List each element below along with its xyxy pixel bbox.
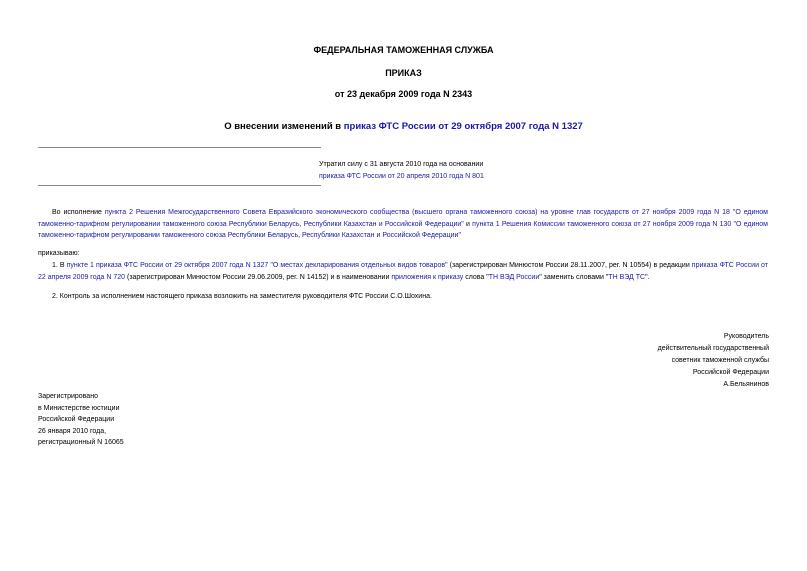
signature-line-3: советник таможенной службы bbox=[671, 357, 769, 364]
registration-line-3: Российской Федерации bbox=[38, 416, 115, 423]
agency-heading: ФЕДЕРАЛЬНАЯ ТАМОЖЕННАЯ СЛУЖБА bbox=[313, 45, 494, 55]
title-link[interactable]: приказ ФТС России от 29 октября 2007 года N 1327 bbox=[343, 121, 583, 132]
item1-link-3[interactable]: приложения к приказу bbox=[391, 273, 464, 281]
item1-link-4[interactable]: ТН ВЭД России bbox=[488, 273, 540, 281]
annulment-text: Утратил силу с 31 августа 2010 года на основании bbox=[319, 161, 484, 168]
intro-paragraph bbox=[38, 207, 768, 242]
document-title bbox=[0, 121, 807, 132]
item1-link-1[interactable]: пункте 1 приказа ФТС России от 29 октября 2007 года N 1327 "О местах декларирования отдельных видов товаров" bbox=[66, 262, 448, 269]
divider-top bbox=[38, 147, 321, 148]
registration-block bbox=[38, 391, 124, 449]
registration-line-2: в Министерстве юстиции bbox=[38, 404, 120, 412]
item1-text-5: " заменить словами " bbox=[539, 273, 609, 281]
registration-line-1: Зарегистрировано bbox=[38, 393, 98, 400]
item1-text-2: (зарегистрирован Минюстом России 28.11.2007, рег. N 10554) в редакции bbox=[447, 262, 692, 269]
divider-bottom bbox=[38, 185, 321, 186]
item1-text-1: 1. В bbox=[52, 262, 67, 269]
annulment-link[interactable]: приказа ФТС России от 20 апреля 2010 года N 801 bbox=[319, 173, 484, 180]
signature-line-4: Российской Федерации bbox=[692, 369, 769, 376]
signature-line-5: А.Бельянинов bbox=[723, 381, 769, 388]
intro-link-2[interactable]: пункта 1 Решения Комиссии таможенного союза от 27 ноября 2009 года N 130 "О едином таможенно-тарифном регулировании таможенного союза Республики Беларусь, Республики Казахстан и Российской Федерации" bbox=[38, 220, 768, 239]
item1-text-6: ". bbox=[645, 273, 650, 281]
signature-block bbox=[658, 331, 769, 391]
item1-text-4: слова " bbox=[463, 273, 489, 281]
registration-line-5: регистрационный N 16065 bbox=[38, 439, 124, 446]
doc-type-heading: ПРИКАЗ bbox=[385, 68, 422, 78]
title-prefix: О внесении изменений в bbox=[224, 121, 344, 132]
registration-line-4: 26 января 2010 года, bbox=[38, 427, 107, 435]
intro-text-1: Во исполнение bbox=[52, 209, 105, 216]
order-word: приказываю: bbox=[38, 250, 80, 257]
annulment-note bbox=[319, 159, 484, 183]
intro-link-1[interactable]: пункта 2 Решения Межгосударственного Совета Евразийского экономического сообщества (высшего органа таможенного союза) на уровне глав государств от 27 ноября 2009 года N 18 "О едином таможенно-тарифном регулировании таможенного союза Республики Беларусь, Республики Казахстан и Российской Федерации" bbox=[38, 209, 768, 228]
signature-line-1: Руководитель bbox=[723, 333, 769, 340]
item-2-paragraph: 2. Контроль за исполнением настоящего приказа возложить на заместителя руководителя ФТС России С.О.Шохина. bbox=[52, 293, 432, 300]
item1-link-5[interactable]: ТН ВЭД ТС bbox=[608, 273, 646, 281]
date-number-heading: от 23 декабря 2009 года N 2343 bbox=[334, 89, 473, 99]
item1-link-2[interactable]: приказа ФТС России от 22 апреля 2009 года N 720 bbox=[38, 262, 768, 281]
signature-line-2: действительный государственный bbox=[657, 345, 769, 352]
intro-text-2: и bbox=[463, 220, 473, 228]
item-1-paragraph bbox=[38, 260, 768, 283]
item1-text-3: (зарегистрирован Минюстом России 29.06.2009, рег. N 14152) и в наименовании bbox=[125, 273, 392, 281]
